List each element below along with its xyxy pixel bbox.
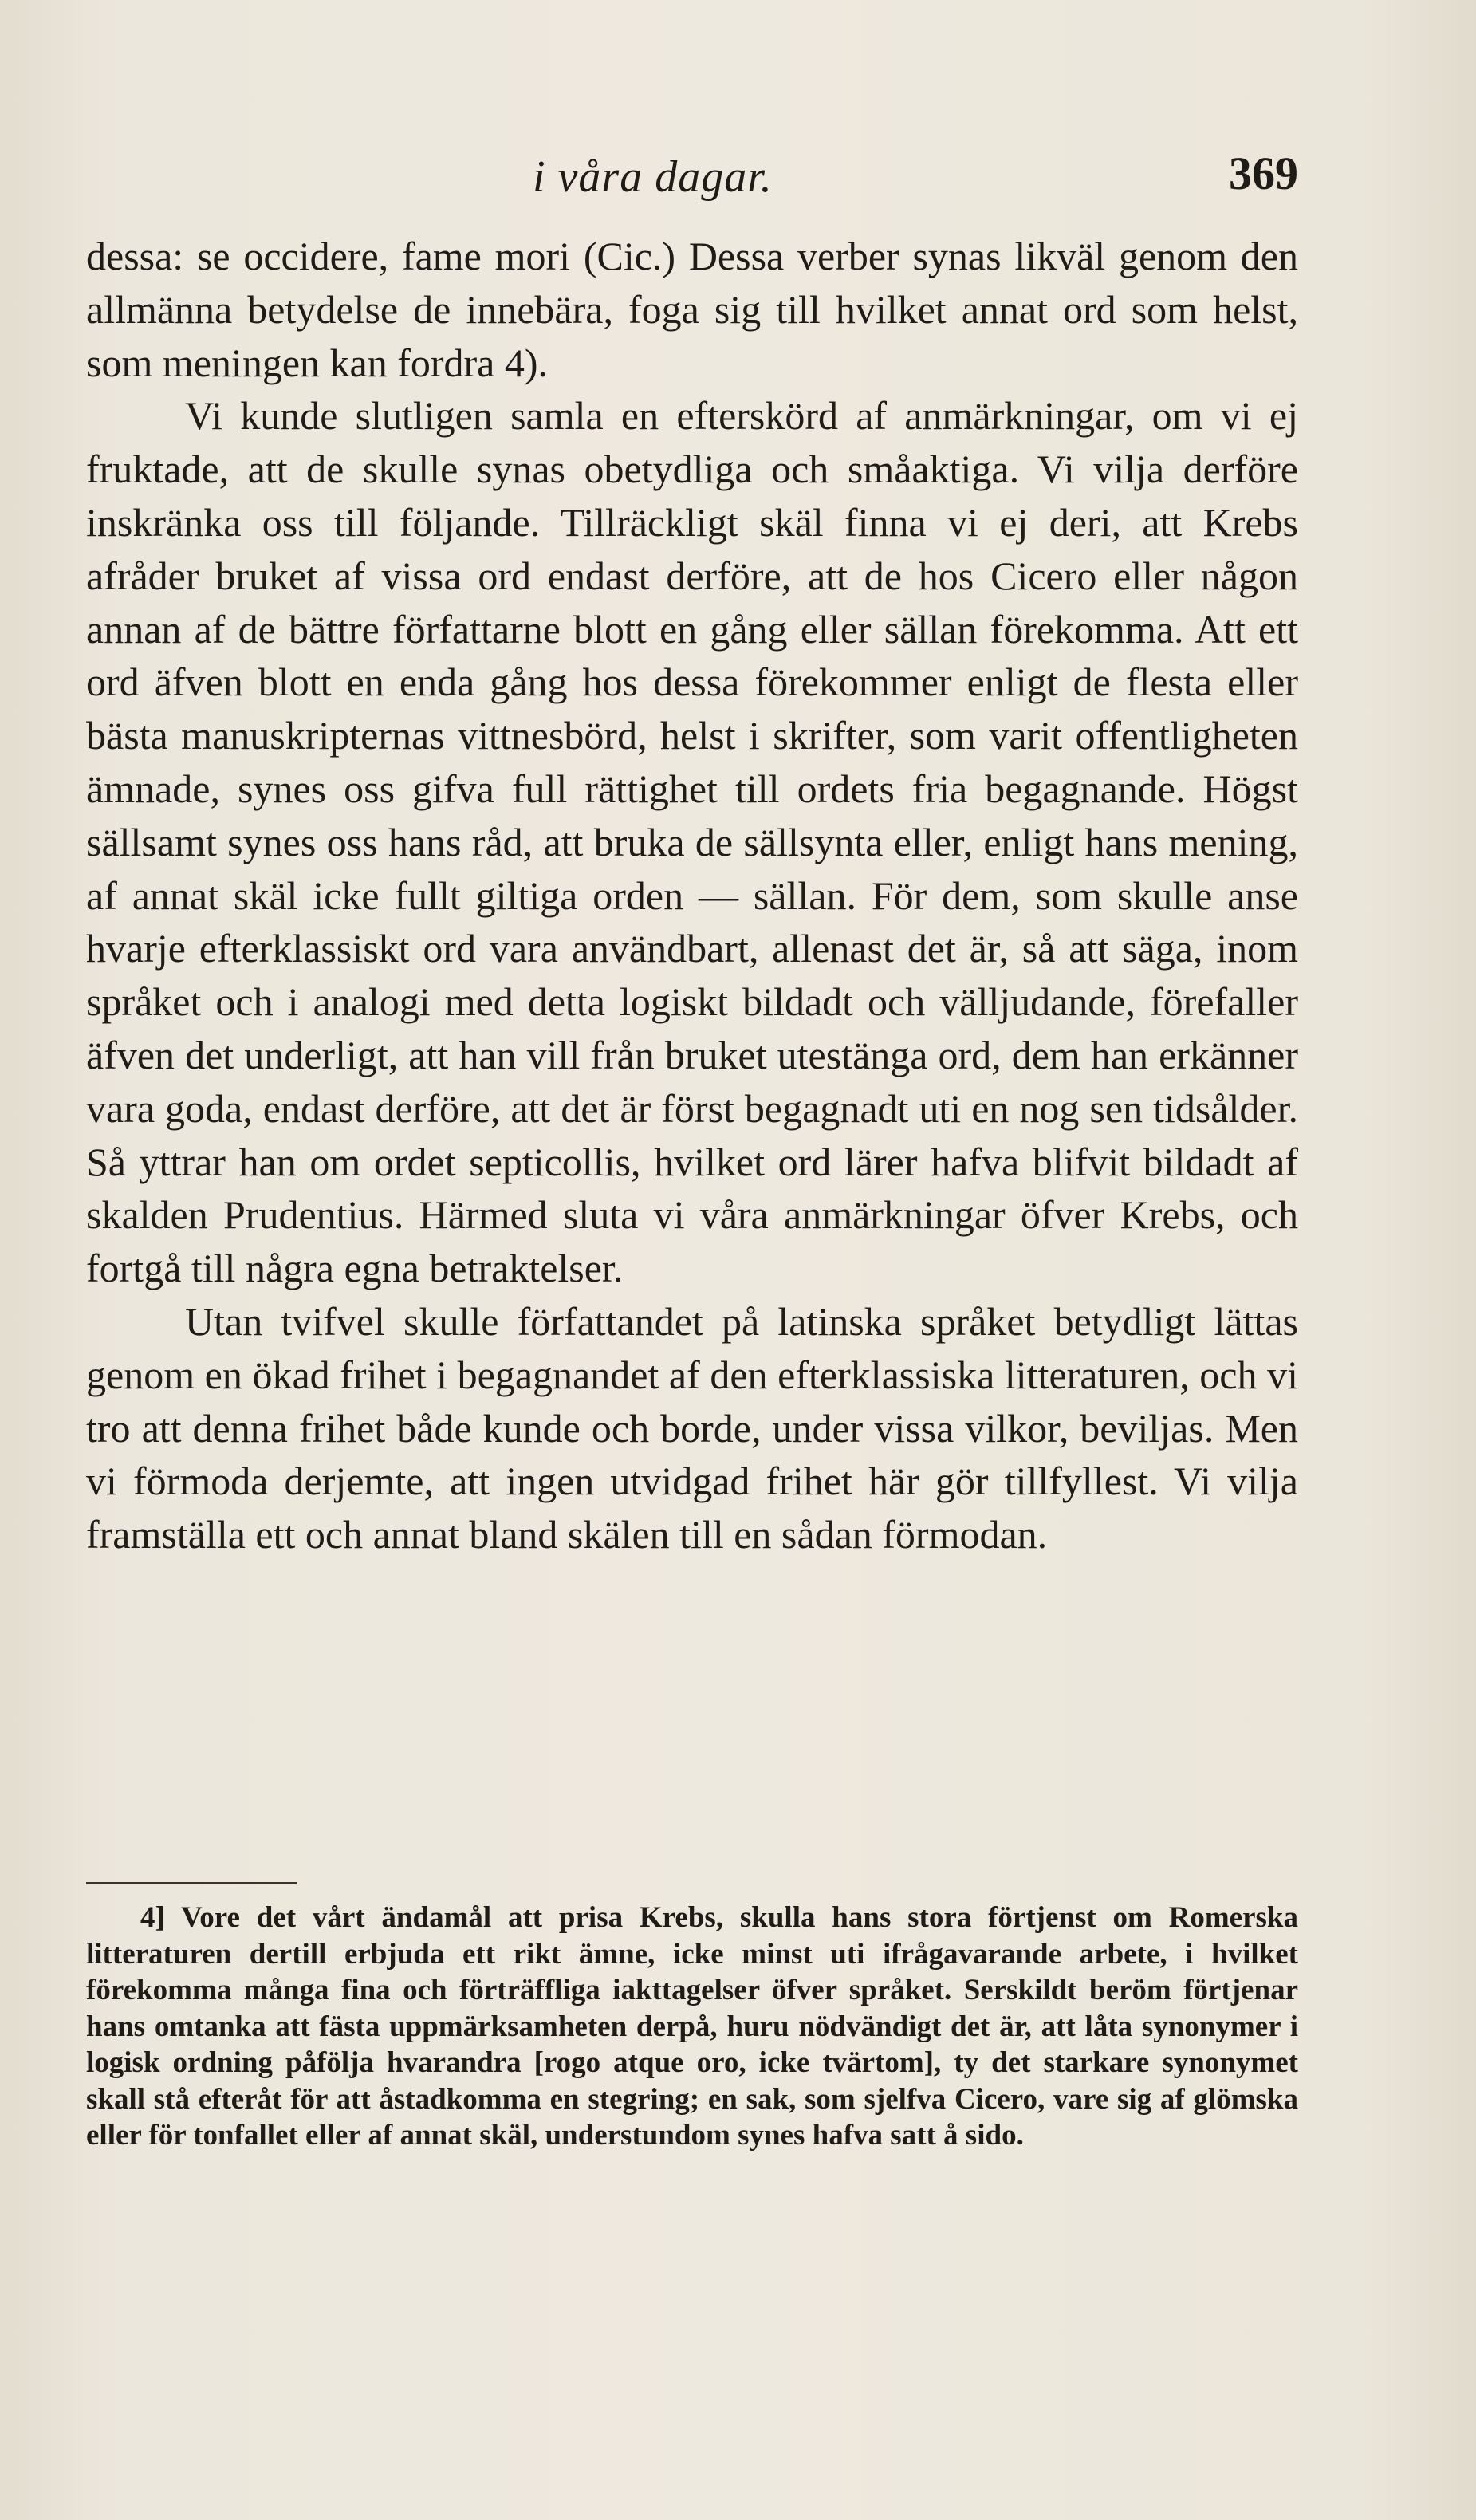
page-number: 369 <box>1229 148 1298 199</box>
footnote-text: 4] Vore det vårt ändamål att prisa Krebs, skulla hans stora förtjenst om Romerska litteraturen dertill erbjuda ett rikt ämne, icke minst uti ifrågavarande arbete, i hvilket förekomma många fina och förträffliga iakttagelser öfver språket. Serskildt beröm förtjenar hans omtanka att fästa uppmärksamheten derpå, huru nödvändigt det är, att låta synonymer i logisk ordning påfölja hvarandra [rogo atque oro, icke tvärtom], ty det starkare synonymet skall stå efteråt för att åstadkomma en stegring; en sak, som sjelfva Cicero, vare sig af glömska eller för tonfallet eller af annat skäl, understundom synes hafva satt å sido. <box>86 1901 1298 2152</box>
footnote-divider <box>86 1882 297 1884</box>
body-text <box>86 230 1298 1561</box>
page-header <box>86 136 1298 207</box>
paragraph-2: Vi kunde slutligen samla en efterskörd af anmärkningar, om vi ej fruktade, att de skulle synas obetydliga och småaktiga. Vi vilja derföre inskränka oss till följande. Tillräckligt skäl finna vi ej deri, att Krebs afråder bruket af vissa ord endast derföre, att de hos Cicero eller någon annan af de bättre författarne blott en gång eller sällan förekomma. Att ett ord äfven blott en enda gång hos dessa förekommer enligt de flesta eller bästa manuskripternas vittnesbörd, helst i skrifter, som varit offentligheten ämnade, synes oss gifva full rättighet till ordets fria begagnande. Högst sällsamt synes oss hans råd, att bruka de sällsynta eller, enligt hans mening, af annat skäl icke fullt giltiga orden — sällan. För dem, som skulle anse hvarje efterklassiskt ord vara användbart, allenast det är, så att säga, inom språket och i analogi med detta logiskt bildadt och välljudande, förefaller äfven det underligt, att han vill från bruket utestänga ord, dem han erkänner vara goda, endast derföre, att det är först begagnadt uti en nog sen tidsålder. Så yttrar han om ordet septicollis, hvilket ord lärer hafva blifvit bildadt af skalden Prudentius. Härmed sluta vi våra anmärkningar öfver Krebs, och fortgå till några egna betraktelser. <box>86 393 1298 1291</box>
running-title: i våra dagar. <box>533 152 773 202</box>
paragraph-3: Utan tvifvel skulle författandet på latinska språket betydligt lättas genom en ökad frihet i begagnandet af den efterklassiska litteraturen, och vi tro att denna frihet både kunde och borde, under vissa vilkor, beviljas. Men vi förmoda derjemte, att ingen utvidgad frihet här gör tillfyllest. Vi vilja framställa ett och annat bland skälen till en sådan förmodan. <box>86 1298 1298 1557</box>
footnote <box>86 1900 1298 2154</box>
paragraph-1: dessa: se occidere, fame mori (Cic.) Dessa verber synas likväl genom den allmänna betydelse de innebära, foga sig till hvilket annat ord som helst, som meningen kan fordra 4). <box>86 234 1298 385</box>
